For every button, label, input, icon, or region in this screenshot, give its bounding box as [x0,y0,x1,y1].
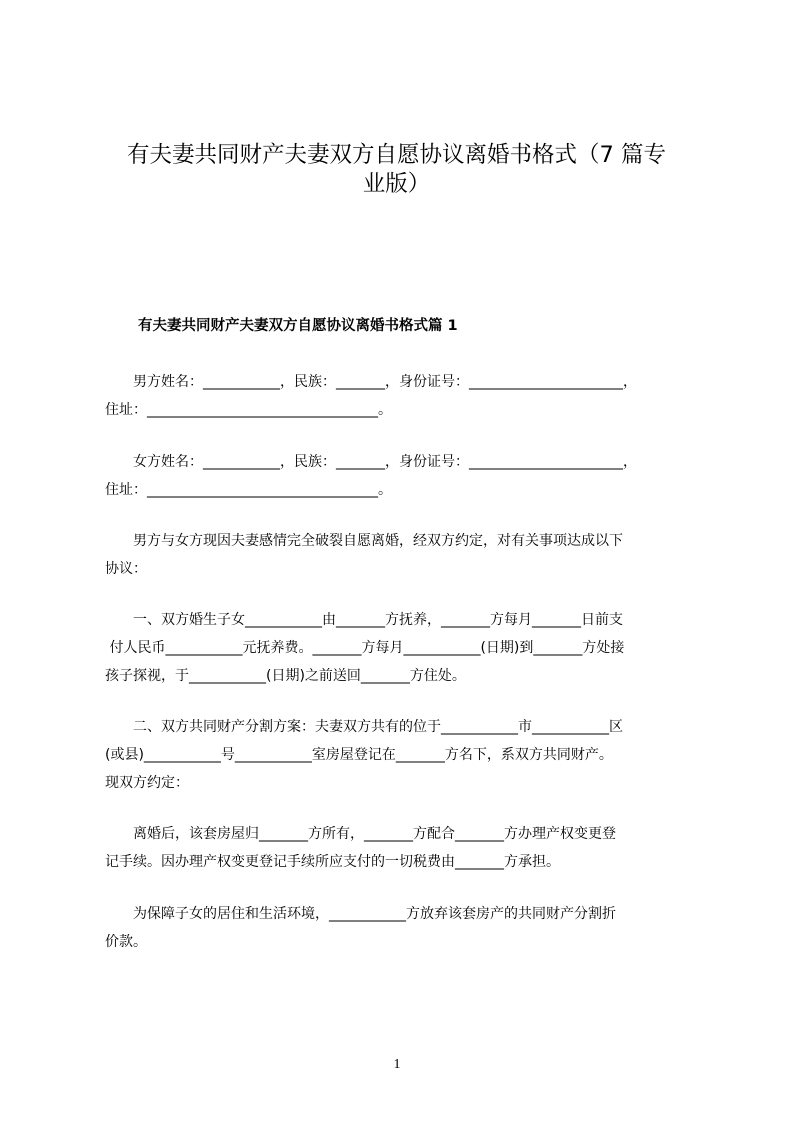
paragraph-line: 离婚后，该套房屋归_______方所有，_______方配合_______方办理产权变更登 [105,826,616,842]
child-custody-clause [105,606,700,690]
paragraph-line: 现双方约定： [105,775,189,791]
document-title-line-1: 有夫妻共同财产夫妻双方自愿协议离婚书格式（7 篇专 [127,142,666,168]
paragraph-line: 孩子探视，于___________(日期)之前送回_______方住处。 [105,668,466,684]
document-title-line-2: 业版） [362,171,431,197]
paragraph-line: 男方姓名：___________，民族：_______，身份证号：______________________， [105,374,637,390]
document-title [100,141,693,199]
female-party-info-paragraph [105,448,700,504]
paragraph-line: 住址：_________________________________。 [105,482,392,498]
paragraph-line: 女方姓名：___________，民族：_______，身份证号：______________________， [105,454,637,470]
agreement-intro-paragraph [105,527,700,583]
paragraph-line: 一、双方婚生子女___________由_______方抚养，_______方每月_______日前支 [105,612,623,628]
paragraph-line: 价款。 [105,934,147,950]
page-number: 1 [393,1057,401,1072]
paragraph-line: 付人民币___________元抚养费。_______方每月___________(日期)到_______方处接 [105,640,625,656]
section-heading: 有夫妻共同财产夫妻双方自愿协议离婚书格式篇 1 [138,318,458,334]
paragraph-line: 记手续。因办理产权变更登记手续所应支付的一切税费由_______方承担。 [105,854,560,870]
property-division-clause [105,713,700,797]
paragraph-line: 男方与女方现因夫妻感情完全破裂自愿离婚，经双方约定，对有关事项达成以下 [105,533,623,549]
paragraph-line: (或县)___________号___________室房屋登记在_______方名下，系双方共同财产。 [105,747,613,763]
paragraph-line: 二、双方共同财产分割方案：夫妻双方共有的位于___________市___________区 [105,719,623,735]
paragraph-line: 住址：_________________________________。 [105,402,392,418]
male-party-info-paragraph [105,368,700,424]
house-ownership-paragraph [105,820,700,876]
paragraph-line: 为保障子女的居住和生活环境，___________方放弃该套房产的共同财产分割折 [105,906,616,922]
waiver-paragraph [105,900,700,956]
paragraph-line: 协议： [105,561,147,577]
